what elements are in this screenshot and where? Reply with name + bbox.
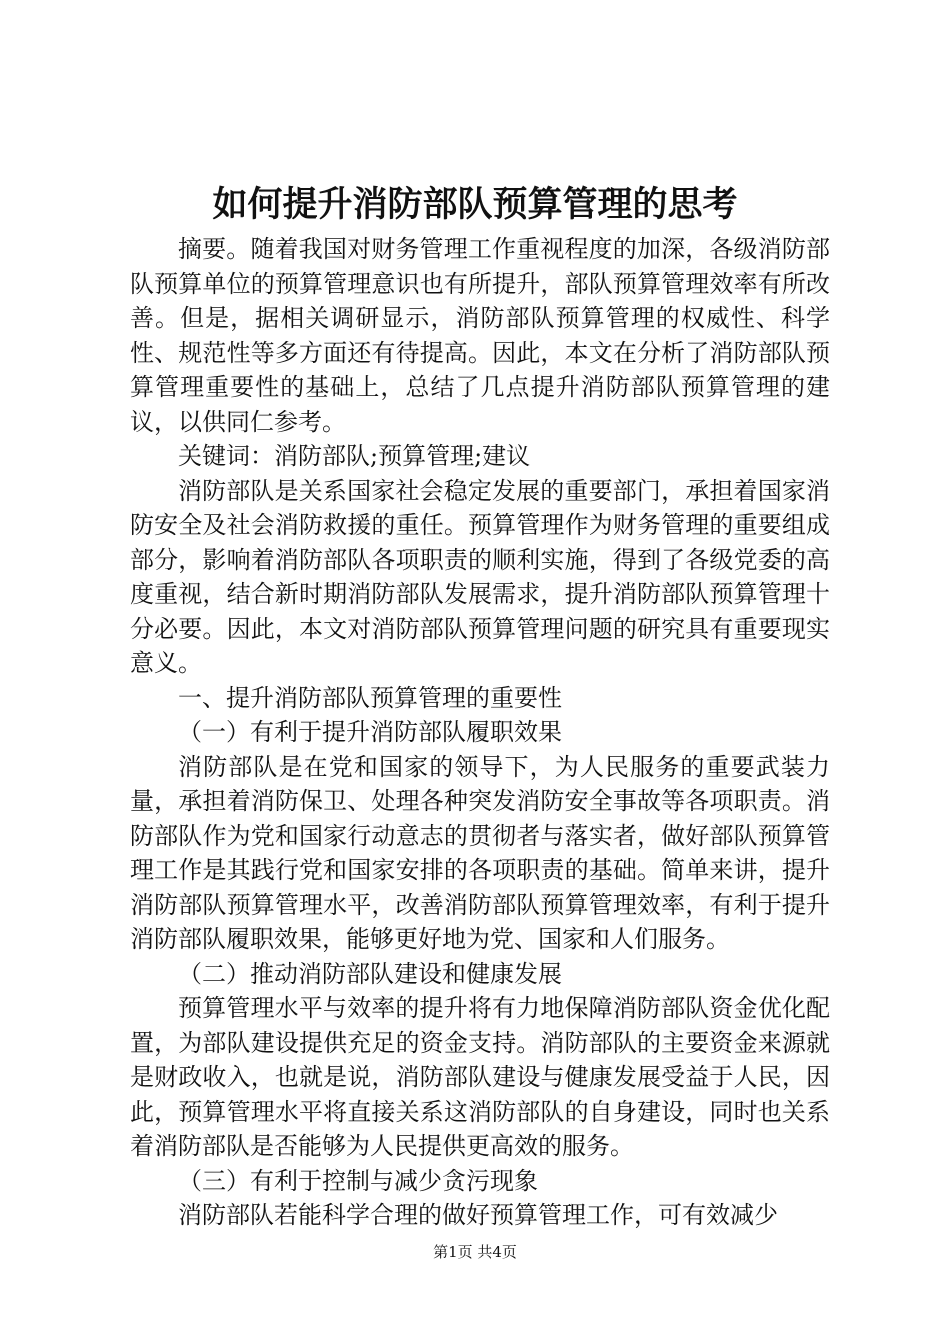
subsection-heading-1: （一）有利于提升消防部队履职效果 <box>178 718 562 746</box>
subsection-heading-2: （二）推动消防部队建设和健康发展 <box>178 959 562 988</box>
keywords-paragraph: 关键词：消防部队;预算管理;建议 <box>178 442 531 470</box>
document-body <box>130 232 830 1233</box>
body-paragraph: 消防部队是在党和国家的领导下，为人民服务的重要武装力量，承担着消防保卫、处理各种突发消防安全事故等各项职责。消防部队作为党和国家行动意志的贯彻者与落实者，做好部队预算管理工作是其践行党和国家安排的各项职责的基础。简单来讲，提升消防部队预算管理水平，改善消防部队预算管理效率，有利于提升消防部队履职效果，能够更好地为党、国家和人们服务。 <box>130 752 830 953</box>
document-title: 如何提升消防部队预算管理的思考 <box>212 184 738 225</box>
section-heading-1: 一、提升消防部队预算管理的重要性 <box>178 683 562 712</box>
subsection-heading-3: （三）有利于控制与减少贪污现象 <box>178 1166 538 1195</box>
intro-paragraph: 消防部队是关系国家社会稳定发展的重要部门，承担着国家消防安全及社会消防救援的重任。预算管理作为财务管理的重要组成部分，影响着消防部队各项职责的顺利实施，得到了各级党委的高度重视，结合新时期消防部队发展需求，提升消防部队预算管理十分必要。因此，本文对消防部队预算管理问题的研究具有重要现实意义。 <box>130 476 830 677</box>
body-paragraph: 预算管理水平与效率的提升将有力地保障消防部队资金优化配置，为部队建设提供充足的资金支持。消防部队的主要资金来源就是财政收入，也就是说，消防部队建设与健康发展受益于人民，因此，预算管理水平将直接关系这消防部队的自身建设，同时也关系着消防部队是否能够为人民提供更高效的服务。 <box>130 994 830 1160</box>
page-footer: 第1页 共4页 <box>433 1243 517 1261</box>
body-paragraph: 消防部队若能科学合理的做好预算管理工作，可有效减少 <box>178 1201 778 1229</box>
abstract-paragraph: 摘要。随着我国对财务管理工作重视程度的加深，各级消防部队预算单位的预算管理意识也有所提升，部队预算管理效率有所改善。但是，据相关调研显示，消防部队预算管理的权威性、科学性、规范性等多方面还有待提高。因此，本文在分析了消防部队预算管理重要性的基础上，总结了几点提升消防部队预算管理的建议，以供同仁参考。 <box>130 235 830 436</box>
